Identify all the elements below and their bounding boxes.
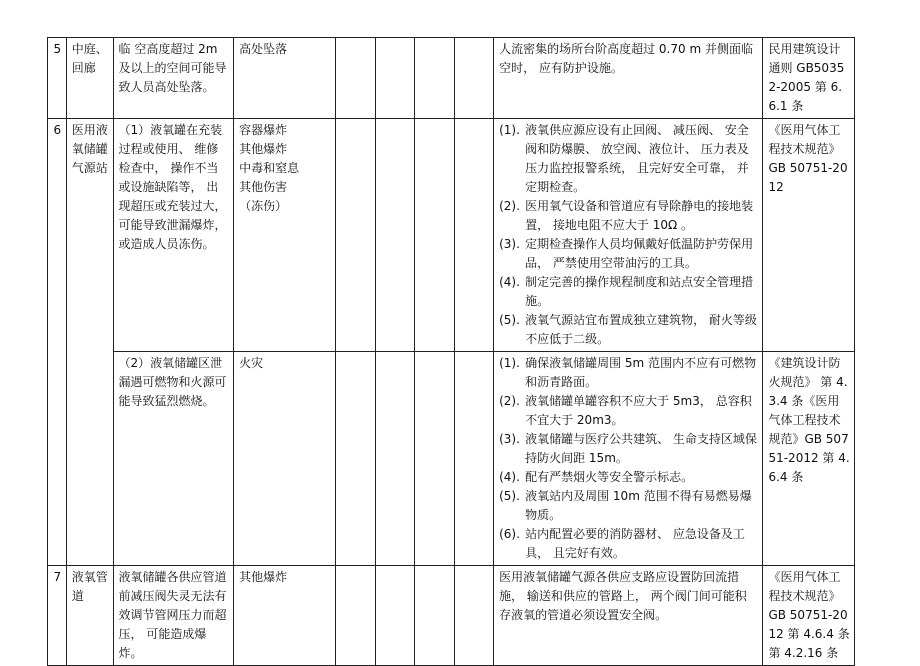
item-text: 定期检查操作人员均佩戴好低温防护劳保用品， 严禁使用空带油污的工具。 (525, 237, 754, 270)
item-number: (2). (499, 199, 520, 213)
cause-cell: （2）液氧储罐区泄漏遇可燃物和火源可能导致猛烈燃烧。 (113, 352, 234, 566)
item-text: 医用氧气设备和管道应有导除静电的接地装置， 接地电阻不应大于 10Ω 。 (525, 199, 754, 232)
measures-cell: 医用液氧储罐气源各供应支路应设置防回流措施， 输送和供应的管路上， 两个阀门间可能积存液氧的管道必须设置安全阀。 (494, 566, 763, 666)
empty-cell (454, 38, 494, 119)
accident-type: 高处坠落 (239, 42, 288, 56)
item-text: 液氧站内及周围 10m 范围不得有易燃易爆物质。 (525, 489, 752, 522)
accident-type: （冻伤） (239, 199, 288, 213)
item-number: (5). (499, 313, 520, 327)
measures-list (499, 354, 758, 563)
basis-cell: 《建筑设计防火规范》 第 4.3.4 条《医用气体工程技术规范》GB 50751-2012 第 4.6.4 条 (763, 352, 855, 566)
empty-cell (415, 119, 455, 352)
accident-type: 中毒和窒息 (239, 161, 300, 175)
empty-cell (415, 352, 455, 566)
item-text: 配有严禁烟火等安全警示标志。 (525, 470, 694, 484)
empty-cell (454, 352, 494, 566)
item-text: 液氧供应源应设有止回阀、 减压阀、 安全阀和防爆膜、 放空阀、液位计、 压力表及压力监控报警系统， 且完好安全可靠， 并定期检查。 (525, 123, 749, 194)
item-number: (3). (499, 237, 520, 251)
list-item (499, 273, 758, 311)
list-item (499, 487, 758, 525)
item-text: 确保液氧储罐周围 5m 范围内不应有可燃物和沥青路面。 (525, 356, 757, 389)
accident-type-cell (234, 119, 336, 352)
item-number: (6). (499, 527, 520, 541)
list-item (499, 354, 758, 392)
empty-cell (454, 119, 494, 352)
location-cell: 液氧管道 (66, 566, 113, 666)
item-number: (1). (499, 356, 520, 370)
measures-cell (494, 352, 763, 566)
empty-cell (415, 38, 455, 119)
list-item (499, 311, 758, 349)
list-item (499, 392, 758, 430)
basis-cell: 民用建筑设计通则 GB50352-2005 第 6.6.1 条 (763, 38, 855, 119)
item-number: (4). (499, 275, 520, 289)
row-number: 7 (48, 566, 67, 666)
list-item (499, 235, 758, 273)
item-text: 液氧储罐与医疗公共建筑、 生命支持区域保持防火间距 15m。 (525, 432, 757, 465)
accident-type: 其他伤害 (239, 180, 288, 194)
accident-type: 其他爆炸 (239, 142, 288, 156)
empty-cell (336, 352, 376, 566)
list-item (499, 121, 758, 197)
item-text: 液氧气源站宜布置成独立建筑物， 耐火等级不应低于二级。 (525, 313, 757, 346)
empty-cell (375, 352, 415, 566)
measures-list (499, 121, 758, 349)
empty-cell (375, 38, 415, 119)
accident-type: 其他爆炸 (239, 570, 288, 584)
item-text: 制定完善的操作规程制度和站点安全管理措施。 (525, 275, 754, 308)
basis-cell: 《医用气体工程技术规范》 GB 50751-2012 (763, 119, 855, 352)
cause-cell: （1）液氧罐在充装过程或使用、 维修检查中， 操作不当或设施缺陷等， 出现超压或充装过大， 可能导致泄漏爆炸，或造成人员冻伤。 (113, 119, 234, 352)
item-number: (5). (499, 489, 520, 503)
accident-type: 火灾 (239, 356, 264, 370)
item-text: 站内配置必要的消防器材、 应急设备及工具， 且完好有效。 (525, 527, 745, 560)
item-number: (1). (499, 123, 520, 137)
empty-cell (336, 119, 376, 352)
basis-cell: 《医用气体工程技术规范》 GB 50751-2012 第 4.6.4 条第 4.2.16 条 (763, 566, 855, 666)
table-row (48, 352, 855, 566)
empty-cell (336, 38, 376, 119)
cause-cell: 液氧储罐各供应管道前减压阀失灵无法有效调节管网压力而超压， 可能造成爆炸。 (113, 566, 234, 666)
location-cell: 中庭、回廊 (66, 38, 113, 119)
risk-analysis-table (47, 37, 855, 666)
accident-type-cell (234, 38, 336, 119)
item-number: (3). (499, 432, 520, 446)
location-cell: 医用液氧储罐气源站 (66, 119, 113, 566)
measures-cell: 人流密集的场所台阶高度超过 0.70 m 并侧面临空时， 应有防护设施。 (494, 38, 763, 119)
list-item (499, 525, 758, 563)
empty-cell (375, 119, 415, 352)
accident-type: 容器爆炸 (239, 123, 288, 137)
list-item (499, 430, 758, 468)
item-number: (2). (499, 394, 520, 408)
cause-cell: 临 空高度超过 2m 及以上的空间可能导致人员高处坠落。 (113, 38, 234, 119)
list-item (499, 468, 758, 487)
table-row (48, 38, 855, 119)
row-number: 6 (48, 119, 67, 566)
row-number: 5 (48, 38, 67, 119)
item-text: 液氧储罐单罐容积不应大于 5m3， 总容积不宜大于 20m3。 (525, 394, 752, 427)
measures-cell (494, 119, 763, 352)
table-row (48, 119, 855, 352)
accident-type-cell (234, 352, 336, 566)
list-item (499, 197, 758, 235)
item-number: (4). (499, 470, 520, 484)
